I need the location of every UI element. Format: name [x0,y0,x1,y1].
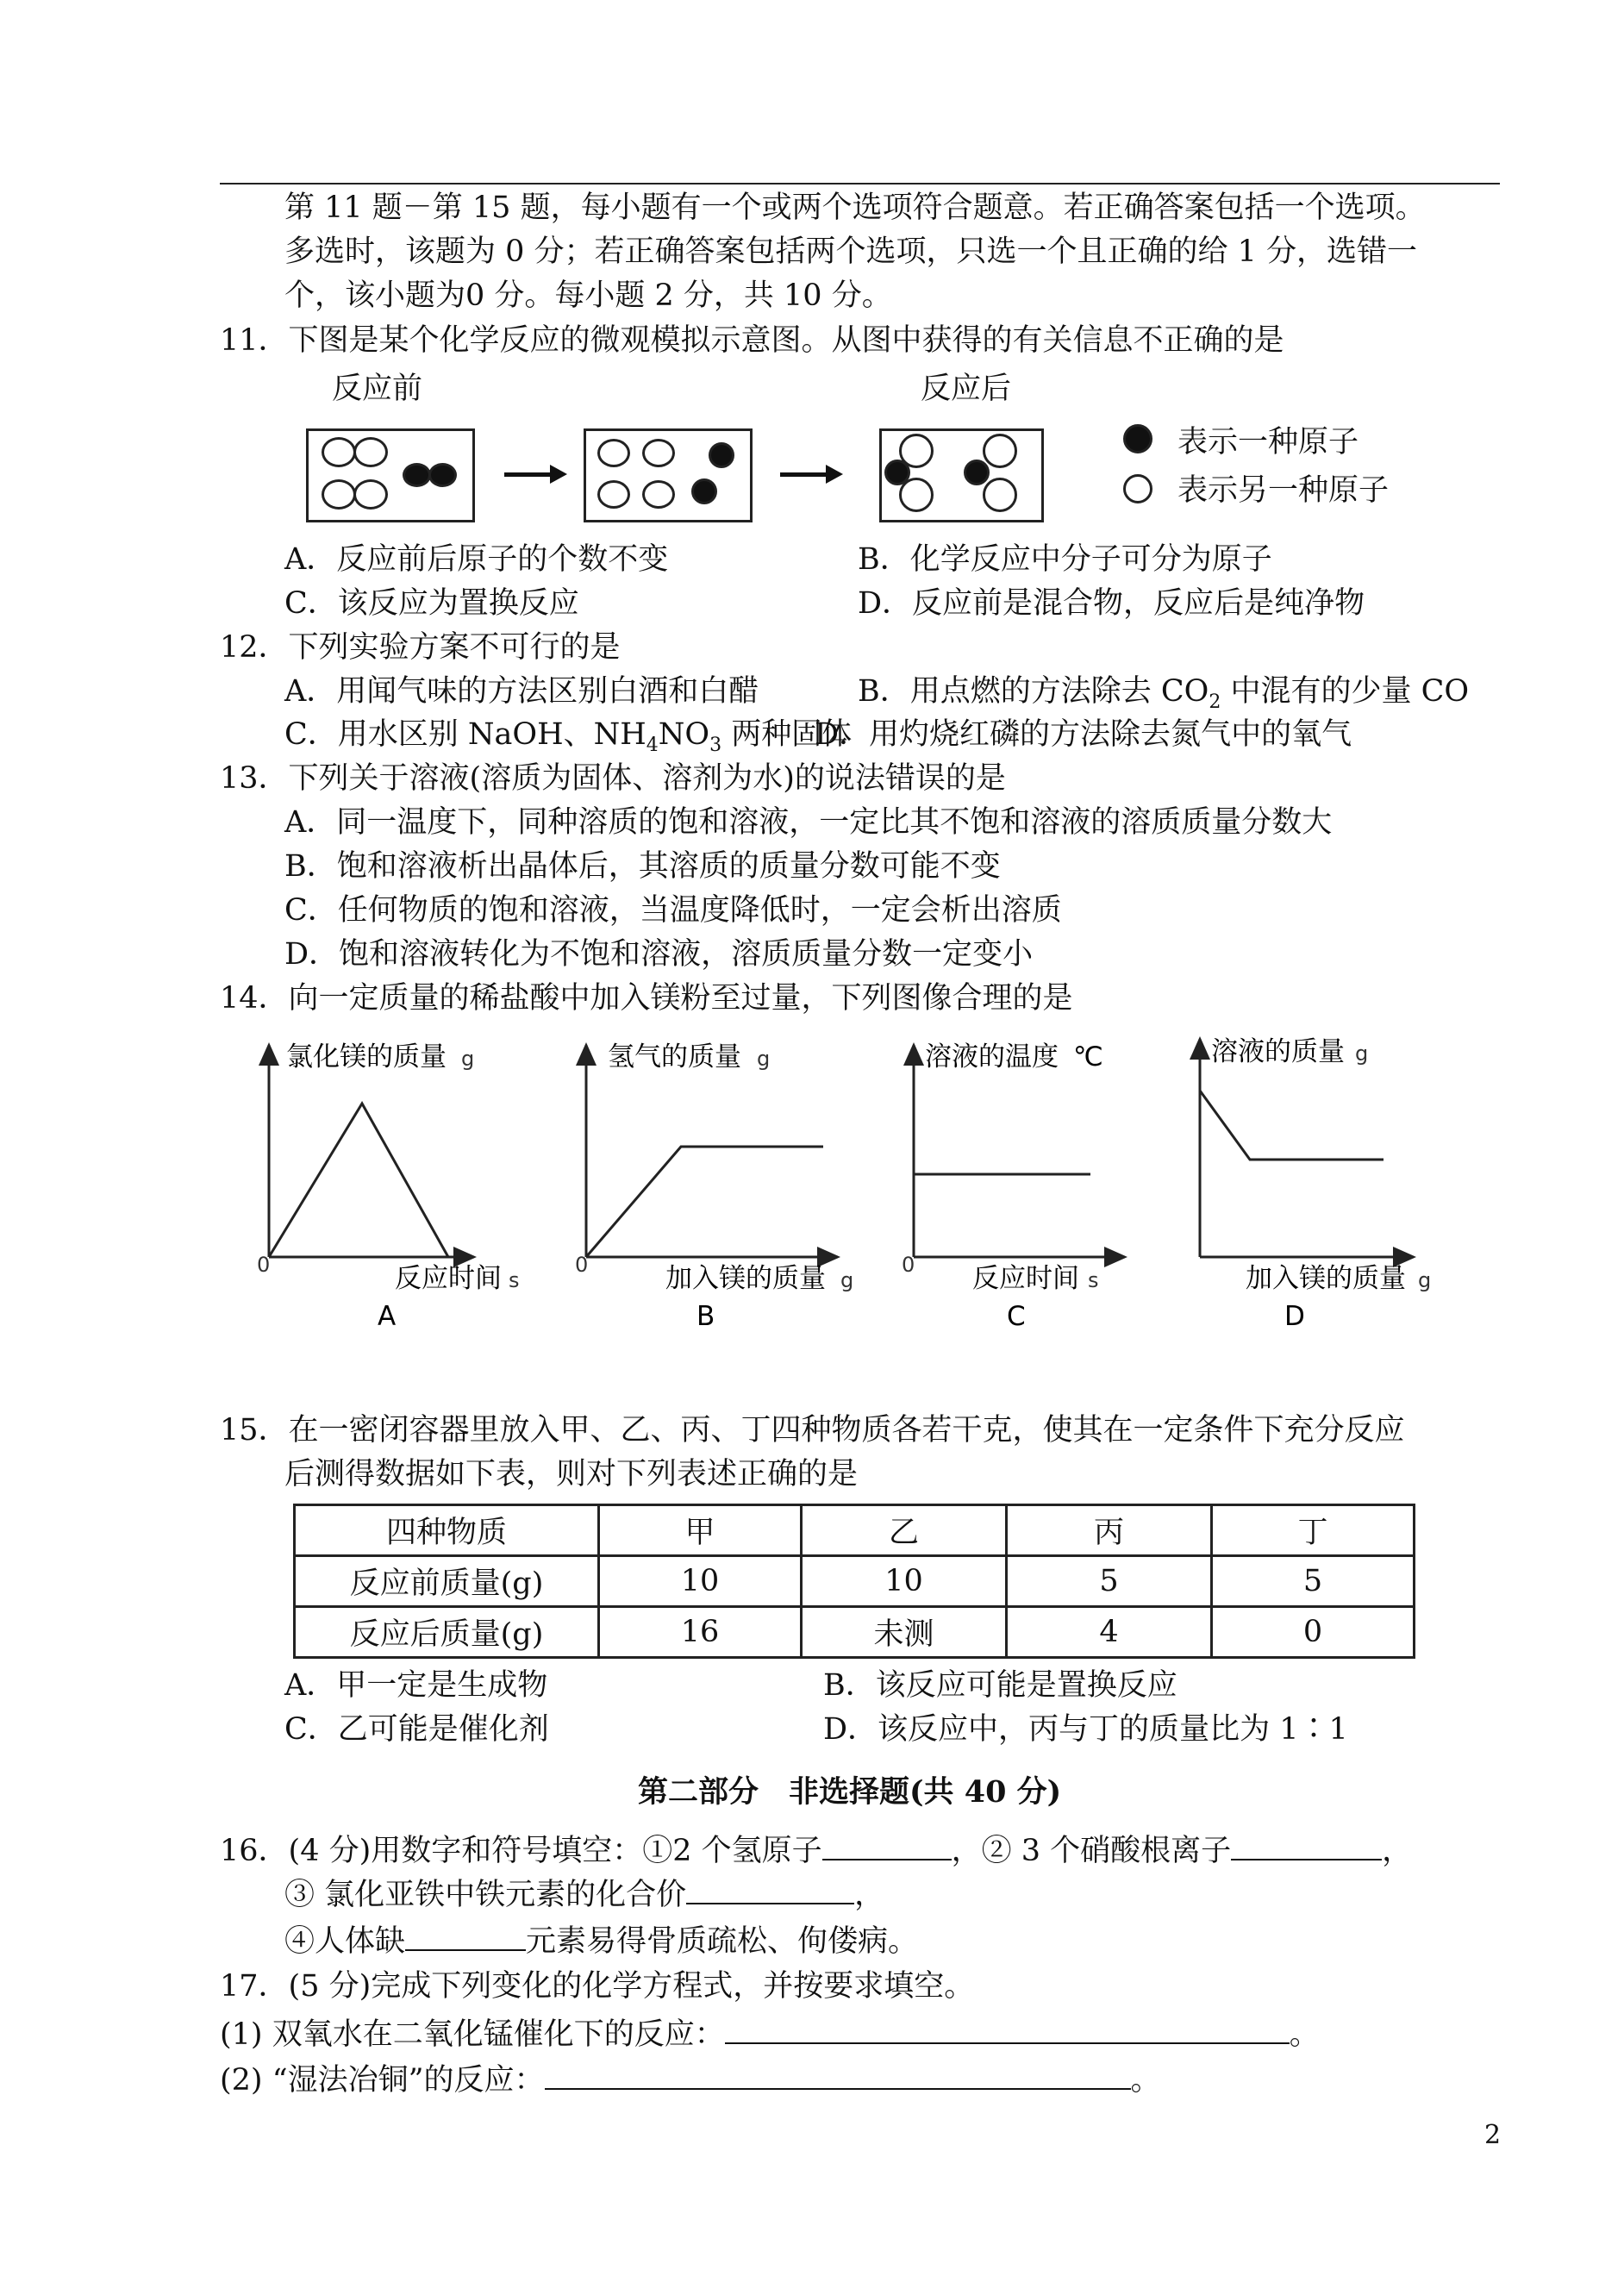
graph-d-xlabel: 加入镁的质量 [1246,1263,1406,1294]
graph-c-origin: 0 [902,1253,915,1277]
graph-d-xunit: g [1418,1268,1432,1292]
table-cell: 4 [1007,1607,1212,1658]
q12-option-d: D．用灼烧红磷的方法除去氮气中的氧气 [815,717,1352,752]
graph-a-ylabel: 氯化镁的质量 [286,1041,447,1072]
graph-b-yunit: g [757,1047,771,1071]
graph-b [575,1041,853,1332]
q12-stem: 12．下列实验方案不可行的是 [220,630,621,665]
q15-data-table [293,1504,1415,1659]
graph-a [257,1041,520,1332]
table-cell: 甲 [599,1505,802,1556]
q12-option-a: A．用闻气味的方法区别白酒和白醋 [284,674,759,709]
q11-after-label: 反应后 [921,372,1012,406]
q11-before-label: 反应前 [332,372,423,406]
graph-c-yunit: ℃ [1073,1041,1103,1072]
graph-d-curve [1200,1091,1384,1160]
table-cell: 丙 [1007,1505,1212,1556]
table-cell: 5 [1212,1556,1415,1607]
q13-option-b: B．饱和溶液析出晶体后，其溶质的质量分数可能不变 [284,849,1001,884]
q15-option-d: D．该反应中，丙与丁的质量比为 1∶1 [823,1712,1348,1747]
q11-option-c: C．该反应为置换反应 [284,586,579,621]
table-cell: 丁 [1212,1505,1415,1556]
q15-option-b: B．该反应可能是置换反应 [823,1668,1177,1703]
graph-b-curve [586,1147,823,1257]
table-cell: 0 [1212,1607,1415,1658]
q16-line-3: ④人体缺 元素易得骨质疏松、佝偻病。 [284,1924,919,1959]
q11-stem: 11．下图是某个化学反应的微观模拟示意图。从图中获得的有关信息不正确的是 [220,323,1284,358]
legend-hollow-text: 表示另一种原子 [1177,473,1390,508]
table-row [295,1505,1415,1556]
table-cell: 5 [1007,1556,1212,1607]
q12-option-c: C．用水区别 NaOH、$NH_4NO_3$ 两种固体 [284,717,853,756]
q11-option-d: D．反应前是混合物，反应后是纯净物 [858,586,1365,621]
legend-filled-text: 表示一种原子 [1177,425,1359,460]
intro-line-3: 个，该小题为0 分。每小题 2 分，共 10 分。 [284,278,892,313]
q15-option-a: A．甲一定是生成物 [284,1668,548,1703]
graph-c-ylabel: 溶液的温度 [925,1041,1059,1072]
answer-blank[interactable] [822,1833,952,1860]
q13-option-a: A．同一温度下，同种溶质的饱和溶液，一定比其不饱和溶液的溶质质量分数大 [284,805,1333,840]
graph-c-xunit: s [1088,1268,1099,1292]
graph-d-yunit: g [1355,1041,1369,1066]
q11-option-a: A．反应前后原子的个数不变 [284,542,669,577]
q16-line-1: 16．(4 分)用数字和符号填空：①2 个氢原子 ，② 3 个硝酸根离子 ， [220,1834,1413,1868]
graph-c-letter: C [1007,1301,1026,1332]
q12-option-b: B．用点燃的方法除去 $CO_2$ 中混有的少量 CO [858,674,1470,713]
graph-a-yunit: g [461,1047,475,1071]
table-cell: 10 [802,1556,1007,1607]
part2-title: 第二部分 非选择题(共 40 分) [638,1774,1062,1810]
table-cell: 四种物质 [295,1505,599,1556]
table-cell: 10 [599,1556,802,1607]
graph-d-letter: D [1284,1301,1305,1332]
intro-line-2: 多选时，该题为 0 分；若正确答案包括两个选项，只选一个且正确的给 1 分，选错一 [284,235,1418,269]
graph-b-xlabel: 加入镁的质量 [665,1263,826,1294]
graph-a-origin: 0 [257,1253,271,1277]
table-row [295,1556,1415,1607]
q11-option-b: B．化学反应中分子可分为原子 [858,542,1272,577]
q17-sub-1: (1) 双氧水在二氧化锰催化下的反应： 。 [220,2017,1320,2052]
graph-d-ylabel: 溶液的质量 [1211,1036,1345,1067]
graph-a-curve [269,1104,448,1257]
table-row [295,1607,1415,1658]
answer-blank[interactable] [1231,1833,1382,1860]
table-cell: 未测 [802,1607,1007,1658]
q13-stem: 13．下列关于溶液(溶质为固体、溶剂为水)的说法错误的是 [220,761,1006,796]
graph-c-xlabel: 反应时间 [972,1263,1079,1294]
intro-line-1: 第 11 题－第 15 题，每小题有一个或两个选项符合题意。若正确答案包括一个选项。 [284,191,1426,225]
q16-line-2: ③ 氯化亚铁中铁元素的化合价 ， [284,1878,885,1912]
graph-a-letter: A [378,1301,397,1332]
graph-b-origin: 0 [575,1253,589,1277]
table-cell: 乙 [802,1505,1007,1556]
graph-c [902,1041,1125,1332]
q15-stem-2: 后测得数据如下表，则对下列表述正确的是 [284,1457,859,1491]
answer-blank[interactable] [686,1877,854,1904]
q17-sub-2: (2) “湿法冶铜”的反应： 。 [220,2063,1161,2098]
graph-a-xlabel: 反应时间 [395,1263,502,1294]
table-cell: 16 [599,1607,802,1658]
graph-b-letter: B [696,1301,715,1332]
q15-option-c: C．乙可能是催化剂 [284,1712,549,1747]
graph-d [1200,1036,1431,1332]
q14-stem: 14．向一定质量的稀盐酸中加入镁粉至过量，下列图像合理的是 [220,981,1073,1016]
table-cell: 反应前质量(g) [295,1556,599,1607]
q13-option-c: C．任何物质的饱和溶液，当温度降低时，一定会析出溶质 [284,893,1062,928]
q17-stem: 17．(5 分)完成下列变化的化学方程式，并按要求填空。 [220,1969,975,2004]
answer-blank[interactable] [545,2062,1131,2090]
page-number: 2 [1484,2120,1502,2150]
q13-option-d: D．饱和溶液转化为不饱和溶液，溶质质量分数一定变小 [284,937,1034,972]
graph-a-xunit: s [509,1268,520,1292]
graph-b-xunit: g [840,1268,854,1292]
table-cell: 反应后质量(g) [295,1607,599,1658]
answer-blank[interactable] [725,2017,1290,2044]
answer-blank[interactable] [405,1923,526,1951]
q15-stem-1: 15．在一密闭容器里放入甲、乙、丙、丁四种物质各若干克，使其在一定条件下充分反应 [220,1413,1405,1448]
graph-b-ylabel: 氢气的质量 [608,1041,741,1072]
